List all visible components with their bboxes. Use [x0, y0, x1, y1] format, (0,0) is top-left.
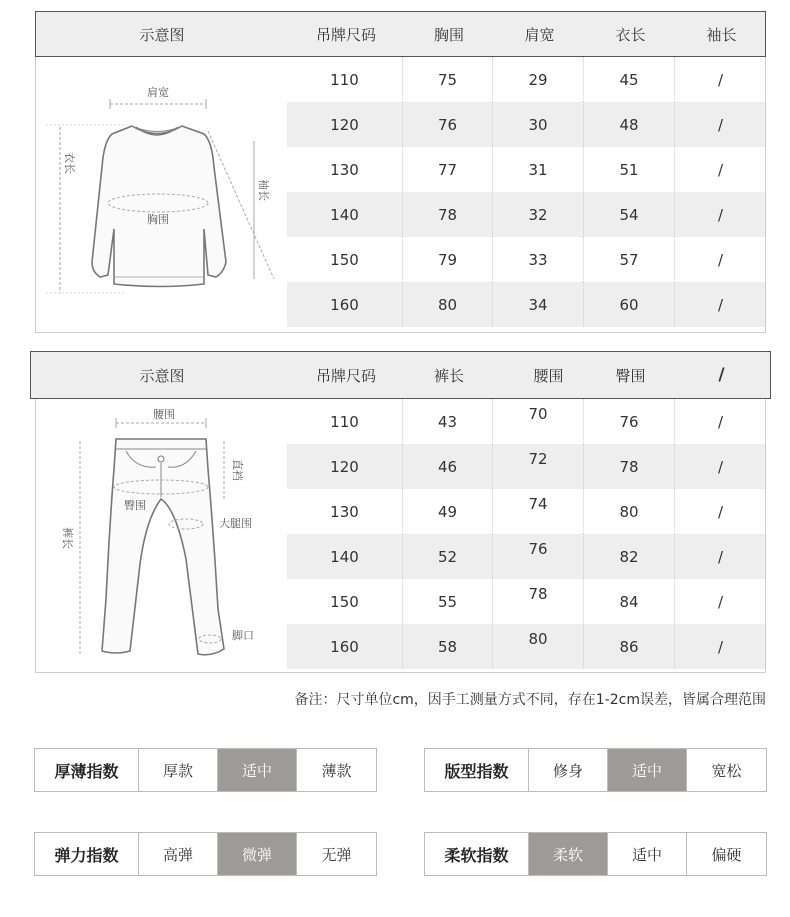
cell-extra: / — [717, 547, 724, 566]
table-row — [287, 282, 765, 327]
header-sleeve: 袖长 — [706, 25, 737, 44]
cell-sleeve: / — [717, 205, 724, 224]
cell-hip: 86 — [584, 624, 675, 669]
header-diagram: 示意图 — [139, 25, 185, 44]
pants-outline — [102, 439, 224, 655]
label-length: 衣长 — [63, 152, 76, 174]
cell-chest: 76 — [403, 102, 493, 147]
cell-hip: 84 — [584, 579, 675, 624]
table-row — [287, 237, 765, 282]
cell-tag-size: 140 — [287, 192, 403, 237]
thickness-option-thin: 薄款 — [321, 761, 352, 780]
elasticity-option-none: 无弹 — [321, 845, 352, 864]
cell-chest: 79 — [403, 237, 493, 282]
cell-tag-size: 130 — [287, 147, 403, 192]
cell-waist: 70 — [493, 399, 584, 444]
label-hip: 臀围 — [124, 499, 146, 512]
cell-shoulder: 33 — [493, 237, 584, 282]
header-length: 衣长 — [615, 25, 646, 44]
label-chest: 胸围 — [147, 213, 169, 226]
table-row — [287, 399, 765, 444]
softness-index-title: 柔软指数 — [425, 833, 529, 875]
cell-tag-size: 120 — [287, 102, 403, 147]
cell-waist: 72 — [493, 444, 584, 489]
cell-pants-length: 55 — [403, 579, 493, 624]
table-row — [287, 102, 765, 147]
pants-illustration — [36, 399, 288, 673]
label-rise: 直裆 — [231, 459, 244, 481]
softness-option-firm: 偏硬 — [711, 845, 742, 864]
cell-sleeve: / — [717, 295, 724, 314]
cell-length: 54 — [584, 192, 675, 237]
fit-index-title: 版型指数 — [425, 749, 529, 791]
cell-tag-size: 150 — [287, 579, 403, 624]
cell-hip: 82 — [584, 534, 675, 579]
table-row — [287, 624, 765, 669]
cell-tag-size: 130 — [287, 489, 403, 534]
cell-hip: 80 — [584, 489, 675, 534]
label-hem: 脚口 — [232, 629, 254, 642]
thickness-option-thick: 厚款 — [139, 749, 218, 791]
table-row — [287, 57, 765, 102]
softness-option-medium: 适中 — [608, 833, 687, 875]
cell-pants-length: 58 — [403, 624, 493, 669]
fit-option-regular: 适中 — [608, 749, 687, 791]
header-shoulder: 肩宽 — [524, 25, 555, 44]
thickness-option-medium: 适中 — [218, 749, 297, 791]
header-chest: 胸围 — [433, 25, 464, 44]
cell-waist: 80 — [493, 624, 584, 669]
elasticity-option-high: 高弹 — [139, 833, 218, 875]
cell-pants-length: 43 — [403, 399, 493, 444]
fit-option-slim: 修身 — [529, 749, 608, 791]
top-table-header — [35, 11, 766, 57]
cell-waist: 74 — [493, 489, 584, 534]
cell-extra: / — [717, 592, 724, 611]
header-tag-size: 吊牌尺码 — [315, 366, 376, 385]
cell-tag-size: 150 — [287, 237, 403, 282]
table-row — [287, 444, 765, 489]
cell-sleeve: / — [717, 160, 724, 179]
cell-chest: 78 — [403, 192, 493, 237]
cell-shoulder: 31 — [493, 147, 584, 192]
softness-index — [424, 832, 767, 876]
sweater-diagram — [35, 57, 287, 333]
cell-pants-length: 46 — [403, 444, 493, 489]
pants-table-body — [287, 399, 766, 673]
cell-extra: / — [717, 637, 724, 656]
cell-hip: 76 — [584, 399, 675, 444]
table-row — [287, 489, 765, 534]
pants-table-header — [30, 351, 771, 399]
cell-extra: / — [717, 457, 724, 476]
sweater-outline — [92, 126, 226, 287]
cell-tag-size: 160 — [287, 624, 403, 669]
label-shoulder: 肩宽 — [147, 86, 169, 99]
measurement-note: 备注：尺寸单位cm，因手工测量方式不同，存在1-2cm误差，皆属合理范围 — [294, 692, 766, 708]
pants-diagram — [35, 399, 287, 673]
thickness-index — [34, 748, 377, 792]
pants-size-table — [35, 351, 766, 673]
cell-pants-length: 49 — [403, 489, 493, 534]
cell-waist: 78 — [493, 579, 584, 624]
cell-tag-size: 110 — [287, 399, 403, 444]
cell-chest: 77 — [403, 147, 493, 192]
cell-waist: 76 — [493, 534, 584, 579]
label-pants-length: 裤长 — [61, 527, 74, 549]
cell-sleeve: / — [717, 250, 724, 269]
cell-tag-size: 140 — [287, 534, 403, 579]
elasticity-option-slight: 微弹 — [218, 833, 297, 875]
cell-length: 51 — [584, 147, 675, 192]
table-row — [287, 579, 765, 624]
fit-option-loose: 宽松 — [711, 761, 742, 780]
label-waist: 腰围 — [153, 408, 175, 421]
label-sleeve: 袖长 — [257, 179, 270, 201]
cell-length: 48 — [584, 102, 675, 147]
header-waist: 腰围 — [533, 366, 564, 385]
cell-length: 45 — [584, 57, 675, 102]
header-hip: 臀围 — [615, 366, 646, 385]
header-diagram: 示意图 — [139, 366, 185, 385]
cell-sleeve: / — [717, 70, 724, 89]
header-tag-size: 吊牌尺码 — [315, 25, 376, 44]
fit-index — [424, 748, 767, 792]
label-thigh: 大腿围 — [219, 517, 252, 530]
cell-sleeve: / — [717, 115, 724, 134]
table-row — [287, 147, 765, 192]
cell-pants-length: 52 — [403, 534, 493, 579]
elasticity-index-title: 弹力指数 — [35, 833, 139, 875]
top-table-body — [287, 57, 766, 333]
softness-option-soft: 柔软 — [529, 833, 608, 875]
cell-chest: 75 — [403, 57, 493, 102]
cell-tag-size: 120 — [287, 444, 403, 489]
header-extra: / — [718, 365, 725, 385]
elasticity-index — [34, 832, 377, 876]
table-row — [287, 192, 765, 237]
top-size-table — [35, 11, 766, 333]
cell-tag-size: 110 — [287, 57, 403, 102]
cell-shoulder: 34 — [493, 282, 584, 327]
cell-hip: 78 — [584, 444, 675, 489]
header-pants-length: 裤长 — [433, 366, 464, 385]
cell-tag-size: 160 — [287, 282, 403, 327]
cell-length: 57 — [584, 237, 675, 282]
cell-shoulder: 32 — [493, 192, 584, 237]
thickness-index-title: 厚薄指数 — [35, 749, 139, 791]
cell-shoulder: 30 — [493, 102, 584, 147]
cell-extra: / — [717, 502, 724, 521]
sweater-illustration — [36, 57, 288, 333]
cell-length: 60 — [584, 282, 675, 327]
table-row — [287, 534, 765, 579]
cell-chest: 80 — [403, 282, 493, 327]
cell-extra: / — [717, 412, 724, 431]
cell-shoulder: 29 — [493, 57, 584, 102]
